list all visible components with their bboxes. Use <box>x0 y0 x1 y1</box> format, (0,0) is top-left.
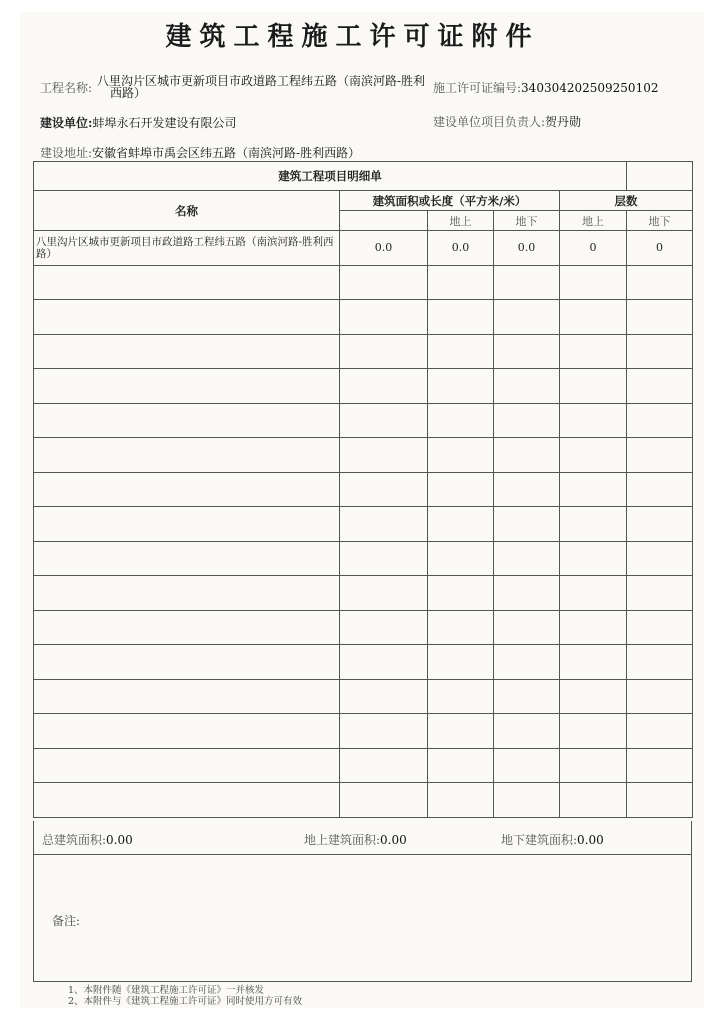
table-cell <box>34 334 340 369</box>
total-area-label: 总建筑面积: <box>42 833 107 847</box>
table-cell <box>494 265 560 300</box>
table-row <box>34 231 693 266</box>
address-label: 建设地址: <box>40 146 93 160</box>
table-cell <box>627 507 693 542</box>
table-cell <box>428 472 494 507</box>
builder-row <box>40 112 236 131</box>
project-detail-table <box>33 161 693 818</box>
project-name-label: 工程名称: <box>40 81 93 95</box>
table-row <box>34 679 693 714</box>
address-value: 安徽省蚌埠市禹会区纬五路（南滨河路-胜利西路） <box>92 146 361 160</box>
footnote-1: 1、本附件随《建筑工程施工许可证》一并核发 <box>68 985 265 996</box>
table-cell <box>494 334 560 369</box>
below-area-value: 0.00 <box>577 833 604 847</box>
table-cell <box>428 369 494 404</box>
table-cell <box>627 369 693 404</box>
remarks-label: 备注: <box>52 914 81 928</box>
table-cell <box>428 610 494 645</box>
table-cell <box>560 610 627 645</box>
below-area-label: 地下建筑面积: <box>501 833 578 847</box>
table-cell <box>627 645 693 680</box>
table-cell <box>560 645 627 680</box>
permit-number-row <box>433 77 658 96</box>
table-cell <box>494 300 560 335</box>
remarks-box <box>33 855 692 982</box>
row1-area-above: 0.0 <box>428 231 494 266</box>
table-cell <box>627 610 693 645</box>
manager-row <box>433 111 581 130</box>
table-cell <box>340 610 428 645</box>
table-cell <box>494 783 560 818</box>
table-row <box>34 748 693 783</box>
table-cell <box>627 438 693 473</box>
project-name-row <box>40 77 92 96</box>
table-cell <box>340 541 428 576</box>
permit-number-value: 340304202509250102 <box>521 81 659 95</box>
table-cell <box>340 438 428 473</box>
table-cell <box>627 748 693 783</box>
table-cell <box>627 472 693 507</box>
table-cell <box>428 403 494 438</box>
table-cell <box>428 334 494 369</box>
table-row <box>34 334 693 369</box>
footnote-2: 2、本附件与《建筑工程施工许可证》同时使用方可有效 <box>68 996 303 1007</box>
table-cell <box>627 783 693 818</box>
sub-header-floors-below: 地下 <box>627 211 693 231</box>
total-area-value: 0.00 <box>106 833 133 847</box>
table-cell <box>340 265 428 300</box>
table-cell <box>494 541 560 576</box>
table-cell <box>34 300 340 335</box>
above-area-value: 0.00 <box>380 833 407 847</box>
address-row <box>40 142 360 161</box>
table-cell <box>340 714 428 749</box>
table-row <box>34 265 693 300</box>
table-row <box>34 541 693 576</box>
table-cell <box>560 714 627 749</box>
table-cell <box>560 748 627 783</box>
table-cell <box>340 507 428 542</box>
table-row <box>34 645 693 680</box>
sub-header-area-above: 地上 <box>428 211 494 231</box>
builder-value: 蚌埠永石开发建设有限公司 <box>92 116 237 130</box>
table-cell <box>627 679 693 714</box>
table-cell <box>560 576 627 611</box>
row1-area-below: 0.0 <box>494 231 560 266</box>
table-cell <box>627 714 693 749</box>
table-cell <box>560 403 627 438</box>
table-caption-blank <box>627 162 693 191</box>
table-cell <box>428 507 494 542</box>
table-cell <box>494 610 560 645</box>
permit-number-label: 施工许可证编号: <box>433 81 522 95</box>
table-cell <box>560 369 627 404</box>
table-cell <box>340 679 428 714</box>
table-row <box>34 472 693 507</box>
table-cell <box>340 645 428 680</box>
total-area <box>42 831 133 848</box>
table-cell <box>34 576 340 611</box>
table-cell <box>560 472 627 507</box>
row1-floors-above: 0 <box>560 231 627 266</box>
table-cell <box>428 679 494 714</box>
table-cell <box>34 369 340 404</box>
table-caption: 建筑工程项目明细单 <box>34 162 627 191</box>
table-cell <box>627 403 693 438</box>
table-row <box>34 300 693 335</box>
table-cell <box>428 714 494 749</box>
table-cell <box>560 783 627 818</box>
project-name-value-line2: 西路） <box>110 86 147 100</box>
below-area <box>501 831 604 848</box>
table-cell <box>428 438 494 473</box>
table-cell <box>560 334 627 369</box>
table-row <box>34 369 693 404</box>
table-cell <box>340 300 428 335</box>
table-cell <box>428 645 494 680</box>
table-cell <box>494 679 560 714</box>
table-cell <box>34 541 340 576</box>
table-cell <box>560 507 627 542</box>
col-header-name: 名称 <box>34 191 340 231</box>
above-area-label: 地上建筑面积: <box>304 833 381 847</box>
table-cell <box>340 472 428 507</box>
sub-header-floors-above: 地上 <box>560 211 627 231</box>
project-name-value-line1: 八里沟片区城市更新项目市政道路工程纬五路（南滨河路-胜利 <box>97 74 426 88</box>
table-cell <box>494 748 560 783</box>
table-cell <box>34 438 340 473</box>
table-cell <box>34 679 340 714</box>
table-cell <box>494 438 560 473</box>
table-row <box>34 403 693 438</box>
table-cell <box>34 748 340 783</box>
sub-header-area-below: 地下 <box>494 211 560 231</box>
table-row <box>34 610 693 645</box>
table-cell <box>494 576 560 611</box>
table-cell <box>494 403 560 438</box>
project-name-value <box>97 75 425 99</box>
table-row <box>34 783 693 818</box>
table-cell <box>428 748 494 783</box>
table-cell <box>340 748 428 783</box>
table-row <box>34 576 693 611</box>
table-cell <box>627 576 693 611</box>
table-cell <box>34 265 340 300</box>
table-cell <box>34 783 340 818</box>
table-cell <box>34 714 340 749</box>
builder-label: 建设单位: <box>40 116 93 130</box>
table-row <box>34 507 693 542</box>
table-cell <box>428 783 494 818</box>
table-cell <box>340 783 428 818</box>
table-cell <box>428 265 494 300</box>
col-header-floors: 层数 <box>560 191 693 211</box>
table-cell <box>560 300 627 335</box>
row1-floors-below: 0 <box>627 231 693 266</box>
col-header-area: 建筑面积或长度（平方米/米） <box>340 191 560 211</box>
above-area <box>304 831 407 848</box>
totals-row <box>33 821 692 855</box>
table-cell <box>627 300 693 335</box>
table-cell <box>560 541 627 576</box>
table-cell <box>428 541 494 576</box>
table-cell <box>340 369 428 404</box>
table-cell <box>494 507 560 542</box>
table-cell <box>560 265 627 300</box>
row1-name: 八里沟片区城市更新项目市政道路工程纬五路（南滨河路-胜利西路） <box>34 231 340 266</box>
sub-header-area-total <box>340 211 428 231</box>
table-cell <box>627 265 693 300</box>
table-cell <box>34 403 340 438</box>
table-cell <box>34 472 340 507</box>
table-cell <box>494 645 560 680</box>
table-cell <box>34 610 340 645</box>
table-cell <box>340 334 428 369</box>
table-cell <box>34 645 340 680</box>
table-cell <box>34 507 340 542</box>
table-cell <box>340 403 428 438</box>
table-cell <box>560 438 627 473</box>
footnotes <box>68 985 302 1007</box>
table-cell <box>627 334 693 369</box>
table-row <box>34 438 693 473</box>
empty-rows <box>34 265 693 817</box>
document-title: 建筑工程施工许可证附件 <box>165 22 540 52</box>
manager-value: 贺丹勋 <box>545 115 582 129</box>
table-cell <box>494 369 560 404</box>
table-cell <box>428 576 494 611</box>
manager-label: 建设单位项目负责人: <box>433 115 546 129</box>
table-cell <box>340 576 428 611</box>
table-cell <box>494 714 560 749</box>
table-row <box>34 714 693 749</box>
table-cell <box>627 541 693 576</box>
table-cell <box>560 679 627 714</box>
table-cell <box>428 300 494 335</box>
table-cell <box>494 472 560 507</box>
row1-area-total: 0.0 <box>340 231 428 266</box>
